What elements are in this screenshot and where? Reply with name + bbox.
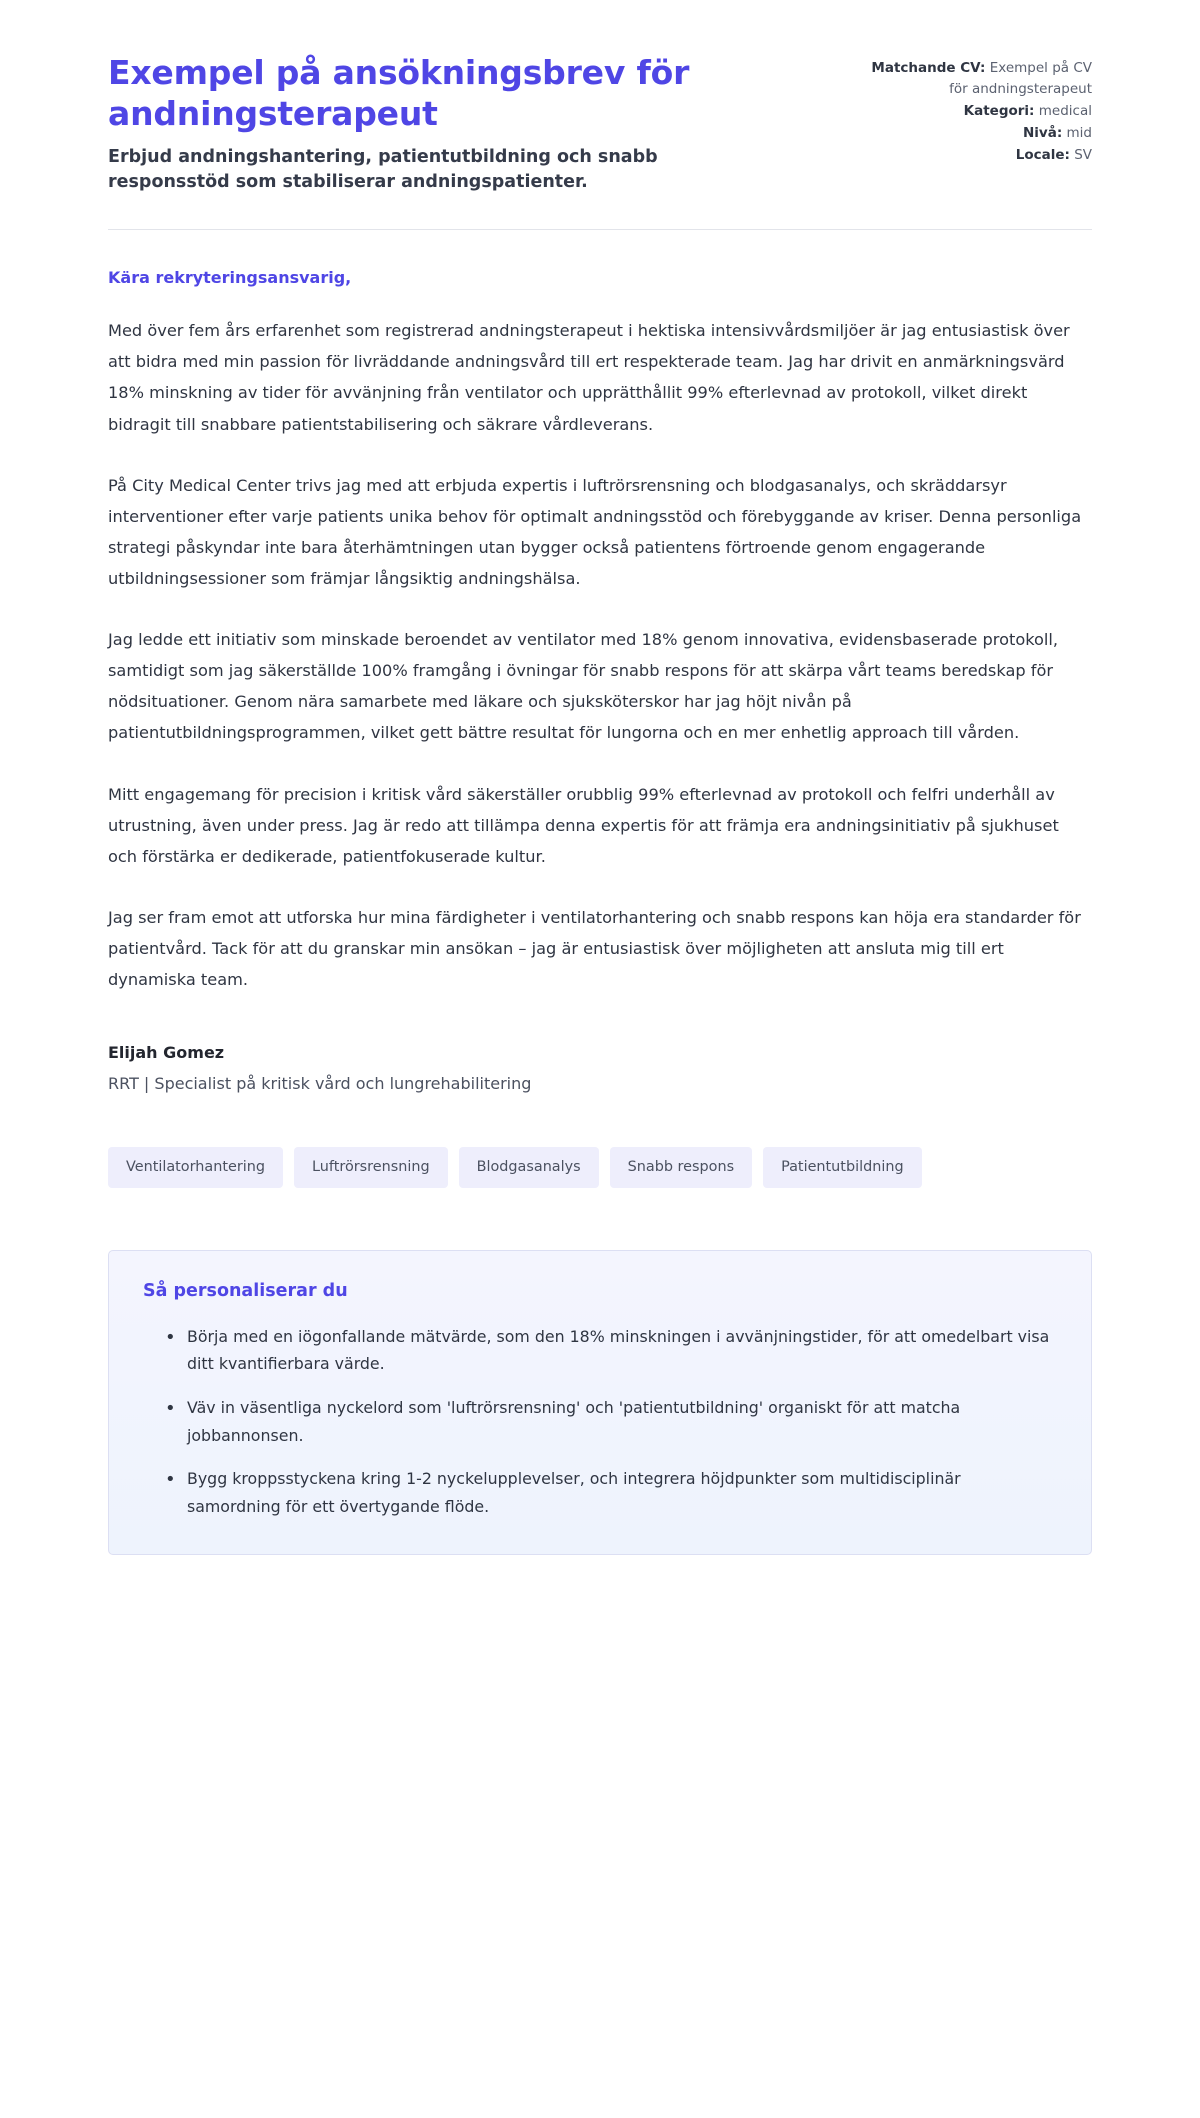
signature-role: RRT | Specialist på kritisk vård och lungrehabilitering	[108, 1074, 532, 1094]
list-item: • Bygg kroppsstyckena kring 1-2 nyckelupplevelser, och integrera höjdpunkter som multidisciplinär samordning för ett övertygande flöde.	[165, 1465, 1057, 1520]
meta-value-level: mid	[1066, 124, 1092, 141]
meta-row-matching-cv	[862, 58, 1092, 100]
personalization-tips-card	[108, 1250, 1092, 1556]
meta-label-category: Kategori:	[963, 102, 1035, 119]
skill-tag[interactable]: Luftrörsrensning	[294, 1147, 448, 1187]
skill-tag-list	[108, 1147, 1092, 1187]
meta-row-locale	[862, 145, 1092, 166]
meta-value-matching-cv: Exempel på CV för andningsterapeut	[949, 60, 1092, 97]
tips-title: Så personaliserar du	[143, 1280, 348, 1301]
meta-value-locale: SV	[1074, 146, 1092, 163]
meta-row-category	[862, 101, 1092, 122]
meta-row-level	[862, 123, 1092, 144]
letter-paragraph-4: Mitt engagemang för precision i kritisk vård säkerställer orubblig 99% efterlevnad av protokoll och felfri underhåll av utrustning, även under press. Jag är redo att tillämpa denna expertis för att främja era andningsinitiativ på sjukhuset och förstärka er dedikerade, patientfokuserade kultur.	[108, 784, 1059, 866]
skill-tag[interactable]: Snabb respons	[610, 1147, 752, 1187]
skill-tag[interactable]: Blodgasanalys	[459, 1147, 599, 1187]
document-metadata	[862, 52, 1092, 167]
signature-name: Elijah Gomez	[108, 1043, 225, 1063]
letter-paragraph-2: På City Medical Center trivs jag med att erbjuda expertis i luftrörsrensning och blodgasanalys, och skräddarsyr interventioner efter varje patients unika behov för optimalt andningsstöd och förebyggande av kriser. Denna personliga strategi påskyndar inte bara återhämtningen utan bygger också patientens förtroende genom engagerande utbildningsessioner som främjar långsiktig andningshälsa.	[108, 475, 1082, 589]
skill-tag[interactable]: Ventilatorhantering	[108, 1147, 283, 1187]
letter-paragraph-3: Jag ledde ett initiativ som minskade beroendet av ventilator med 18% genom innovativa, evidensbaserade protokoll, samtidigt som jag säkerställde 100% framgång i övningar för snabb respons för att skärpa vårt teams beredskap för nödsituationer. Genom nära samarbete med läkare och sjuksköterskor har jag höjt nivån på patientutbildningsprogrammen, vilket gett bättre resultat för lungorna och en mer enhetlig approach till vården.	[108, 630, 1059, 743]
meta-label-matching-cv: Matchande CV:	[871, 60, 986, 76]
page-title: Exempel på ansökningsbrev för andningsterapeut	[108, 53, 690, 134]
meta-label-locale: Locale:	[1015, 146, 1070, 163]
meta-label-level: Nivå:	[1022, 124, 1063, 141]
letter-body	[108, 230, 1092, 1093]
list-item: • Väv in väsentliga nyckelord som 'luftrörsrensning' och 'patientutbildning' organiskt för att matcha jobbannonsen.	[165, 1394, 1057, 1449]
letter-paragraph-5: Jag ser fram emot att utforska hur mina färdigheter i ventilatorhantering och snabb respons kan höja era standarder för patientvård. Tack för att du granskar min ansökan – jag är entusiastisk över möjligheten att ansluta mig till ert dynamiska team.	[108, 907, 1081, 990]
meta-value-category: medical	[1038, 102, 1092, 119]
tips-list	[143, 1323, 1057, 1521]
list-item: • Börja med en iögonfallande mätvärde, som den 18% minskningen i avvänjningstider, för att omedelbart visa ditt kvantifierbara värde.	[165, 1323, 1057, 1378]
page-subtitle: Erbjud andningshantering, patientutbildning och snabb responsstöd som stabiliserar andningspatienter.	[108, 146, 658, 192]
skill-tag[interactable]: Patientutbildning	[763, 1147, 922, 1187]
header-text-block	[108, 52, 822, 195]
letter-salutation: Kära rekryteringsansvarig,	[108, 268, 352, 288]
document-header	[108, 52, 1092, 195]
letter-signature	[108, 1043, 1092, 1093]
letter-paragraph-1: Med över fem års erfarenhet som registrerad andningsterapeut i hektiska intensivvårdsmiljöer är jag entusiastisk över att bidra med min passion för livräddande andningsvård till ert respekterade team. Jag har drivit en anmärkningsvärd 18% minskning av tider för avvänjning från ventilator och upprätthållit 99% efterlevnad av protokoll, vilket direkt bidragit till snabbare patientstabilisering och säkrare vårdleverans.	[108, 321, 1070, 434]
